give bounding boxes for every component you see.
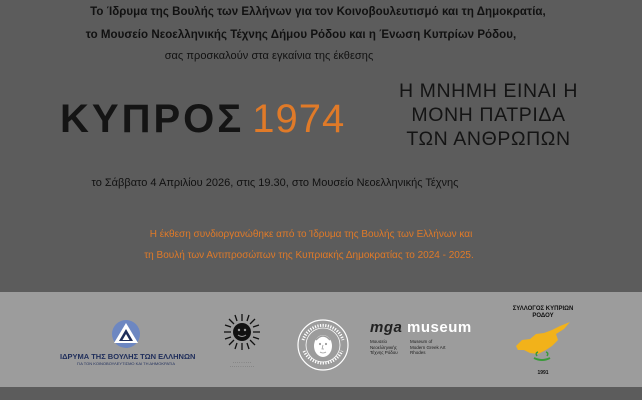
sponsor-logos-strip <box>0 292 642 387</box>
bottom-band <box>0 387 642 400</box>
vouli-triangle-icon <box>109 319 143 349</box>
credit-line-2: τη Βουλή των Αντιπροσώπων της Κυπριακής Δημοκρατίας το 2024 - 2025. <box>144 250 474 261</box>
mga-english-name <box>410 339 446 356</box>
mga-museum-word: museum <box>407 319 472 336</box>
invitation-line-1: Το Ίδρυμα της Βουλής των Ελλήνων για τον Κοινοβουλευτισμό και τη Δημοκρατία, <box>90 6 546 18</box>
title-main: ΚΥΠΡΟΣ <box>60 97 245 141</box>
mga-english-line-3: Rhodes <box>410 350 426 355</box>
sun-emblem-caption-2: · · · · · · · · · · · · <box>229 365 255 369</box>
mga-greek-line-3: Τέχνης Ρόδου <box>370 350 398 355</box>
motto-line-2: ΜΟΝΗ ΠΑΤΡΙΔΑ <box>411 104 566 126</box>
motto-line-1: Η ΜΝΗΜΗ ΕΙΝΑΙ Η <box>398 80 579 102</box>
cyprus-assoc-year: 1991 <box>537 370 549 376</box>
vouli-subtitle: ΓΙΑ ΤΟΝ ΚΟΙΝΟΒΟΥΛΕΥΤΙΣΜΟ ΚΑΙ ΤΗ ΔΗΜΟΚΡΑΤΙΑ <box>76 361 175 366</box>
sun-emblem-icon <box>222 312 262 356</box>
sun-emblem-caption: · · · · · · · · · <box>232 361 252 365</box>
credit-line-1: Η έκθεση συνδιοργανώθηκε από το Ίδρυμα της Βουλής των Ελλήνων και <box>149 229 473 240</box>
motto-line-3: ΤΩΝ ΑΝΘΡΩΠΩΝ <box>406 128 571 150</box>
vouli-name: ΙΔΡΥΜΑ ΤΗΣ ΒΟΥΛΗΣ ΤΩΝ ΕΛΛΗΝΩΝ <box>60 352 196 361</box>
mga-wordmark <box>370 319 490 336</box>
municipality-rhodes-logo <box>296 318 350 372</box>
mga-greek-name <box>370 339 398 356</box>
mga-brand: mga <box>370 319 403 336</box>
mga-greek-line-2: Νεοελληνικής <box>370 344 397 350</box>
mga-english-line-1: Museum of <box>410 339 433 344</box>
invitation-line-2: το Μουσείο Νεοελληνικής Τέχνης Δήμου Ρόδου και η Ένωση Κυπρίων Ρόδου, <box>85 29 517 41</box>
cyprus-assoc-line-1: ΣΥΛΛΟΓΟΣ ΚΥΠΡΙΩΝ <box>512 306 574 312</box>
title-year: 1974 <box>252 97 346 141</box>
cyprus-assoc-line-2: ΡΟΔΟΥ <box>532 313 554 319</box>
invitation-line-3: σας προσκαλούν στα εγκαίνια της έκθεσης <box>164 50 374 62</box>
cypriots-rhodes-association-logo <box>512 306 574 378</box>
mga-greek-line-1: Μουσείο <box>370 339 387 344</box>
mga-english-line-2: Modern Greek Art <box>410 344 446 350</box>
mga-museum-logo <box>370 319 490 379</box>
event-date: το Σάββατο 4 Απριλίου 2026, στις 19.30, στο Μουσείο Νεοελληνικής Τέχνης <box>91 177 459 189</box>
cyprus-map-icon <box>512 320 574 364</box>
exhibition-title <box>60 97 345 142</box>
vouli-foundation-logo <box>60 319 196 379</box>
sun-emblem-logo <box>222 312 262 376</box>
municipality-seal-icon <box>296 318 350 372</box>
exhibition-motto <box>396 79 581 151</box>
